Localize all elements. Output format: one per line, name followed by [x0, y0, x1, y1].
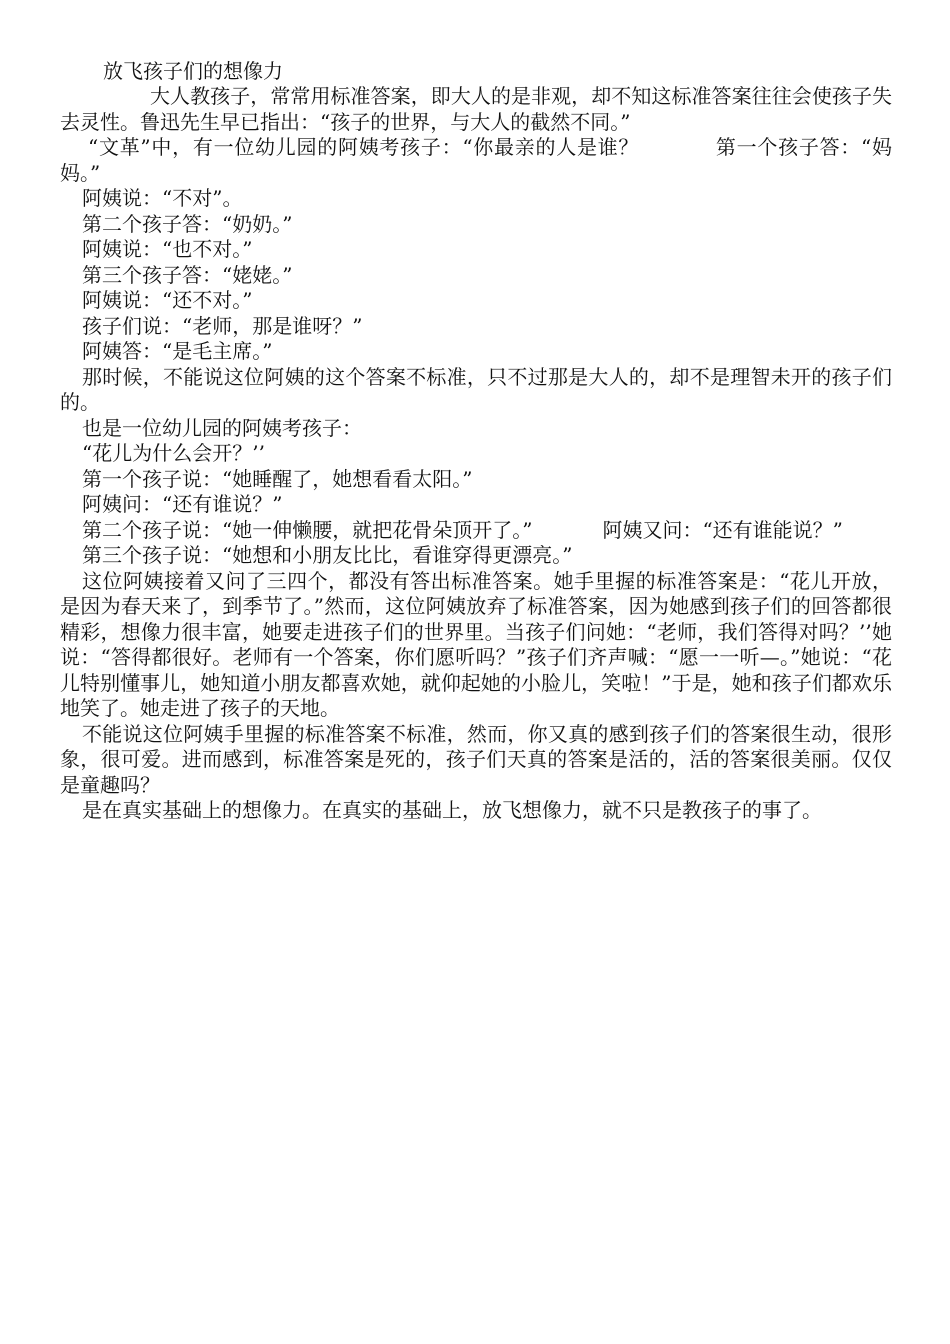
dialogue-line: 第二个孩子答：“奶奶。” — [82, 211, 293, 236]
document-title: 放飞孩子们的想像力 — [103, 59, 283, 83]
dialogue-line: 第三个孩子答：“姥姥。” — [82, 262, 293, 287]
dialogue-line: “花儿为什么会开？’’ — [82, 441, 265, 465]
dialogue-second-child: 第二个孩子说：“她一伸懒腰，就把花骨朵顶开了。” — [82, 517, 533, 542]
paragraph-narration: 不能说这位阿姨手里握的标准答案不标准，然而，你又真的感到孩子们的答案很生动，很形象，很可爱。进而感到，标准答案是死的，孩子们天真的答案是活的，活的答案很美丽。仅仅是童趣吗？ — [60, 721, 892, 797]
dialogue-line: 孩子们说：“老师，那是谁呀？” — [82, 313, 363, 338]
paragraph-intro: 大人教孩子，常常用标准答案，即大人的是非观，却不知这标准答案往往会使孩子失去灵性。鲁迅先生早已指出：“孩子的世界，与大人的截然不同。” — [60, 84, 892, 134]
dialogue-aunt-asks-again: 阿姨又问：“还有谁能说？” — [602, 517, 843, 542]
dialogue-line: 阿姨说：“还不对。” — [82, 288, 253, 312]
dialogue-line: 阿姨答：“是毛主席。” — [82, 339, 273, 363]
paragraph-narration: 那时候，不能说这位阿姨的这个答案不标准，只不过那是大人的，却不是理智未开的孩子们的。 — [60, 364, 892, 414]
paragraph-first-child-answer: 第一个孩子答：“妈妈。” — [60, 135, 892, 185]
dialogue-line: 阿姨说：“也不对。” — [82, 237, 253, 261]
document-page — [60, 58, 892, 824]
dialogue-line: 第一个孩子说：“她睡醒了，她想看看太阳。” — [82, 466, 473, 491]
dialogue-line: 阿姨问：“还有谁说？” — [82, 492, 283, 516]
dialogue-line: 第三个孩子说：“她想和小朋友比比，看谁穿得更漂亮。” — [82, 543, 573, 567]
paragraph-wenge — [60, 135, 892, 186]
paragraph-conclusion: 是在真实基础上的想像力。在真实的基础上，放飞想像力，就不只是教孩子的事了。 — [82, 798, 822, 822]
dialogue-line: 阿姨说：“不对”。 — [82, 186, 243, 210]
paragraph-wenge-question: “文革”中，有一位幼儿园的阿姨考孩子：“你最亲的人是谁？ — [88, 135, 640, 159]
paragraph-narration: 也是一位幼儿园的阿姨考孩子： — [82, 415, 362, 440]
paragraph-narration: 这位阿姨接着又问了三四个，都没有答出标准答案。她手里握的标准答案是：“花儿开放，是因为春天来了，到季节了。”然而，这位阿姨放弃了标准答案，因为她感到孩子们的回答都很精彩，想像力很丰富，她要走进孩子们的世界里。当孩子们问她：“老师，我们答得对吗？’’她说：“答得都很好。老师有一个答案，你们愿听吗？”孩子们齐声喊：“愿一一听—。”她说：“花儿特别懂事儿，她知道小朋友都喜欢她，就仰起她的小脸儿，笑啦！”于是，她和孩子们都欢乐地笑了。她走进了孩子的天地。 — [60, 568, 892, 720]
paragraph-second-child — [60, 518, 892, 544]
